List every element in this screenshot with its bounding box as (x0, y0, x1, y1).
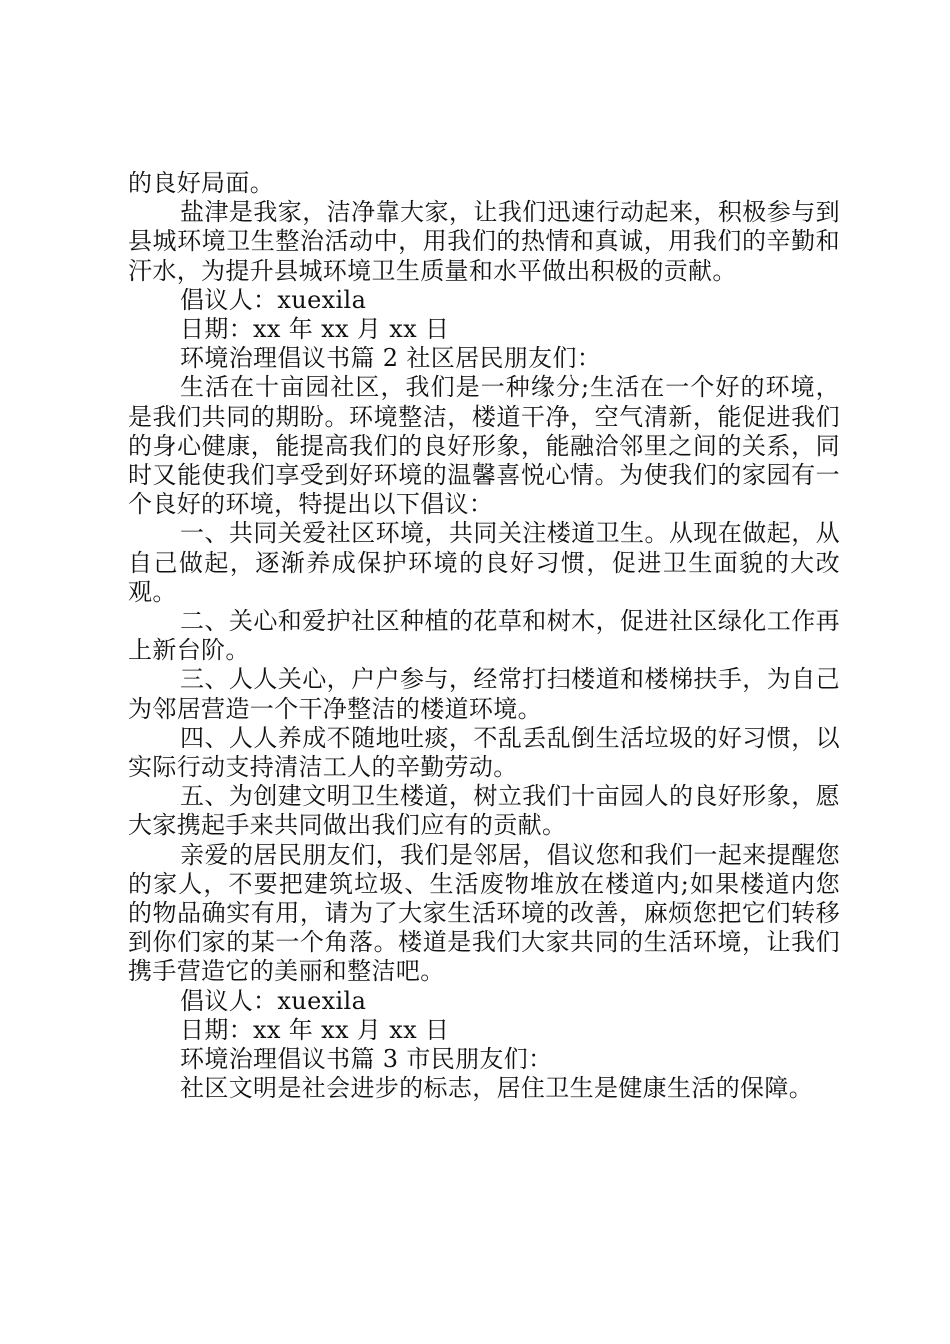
document-body (128, 169, 840, 1104)
initiator-line: 倡议人：xuexila (180, 285, 367, 314)
proposal-item-5: 五、为创建文明卫生楼道，树立我们十亩园人的良好形象，愿大家携起手来共同做出我们应有的贡献。 (128, 782, 840, 840)
proposal-item-2: 二、关心和爱护社区种植的花草和树木，促进社区绿化工作再上新台阶。 (128, 607, 840, 665)
paragraph-yanjin-call: 盐津是我家，洁净靠大家，让我们迅速行动起来，积极参与到县城环境卫生整治活动中，用我们的热情和真诚，用我们的辛勤和汗水，为提升县城环境卫生质量和水平做出积极的贡献。 (128, 198, 840, 285)
date-line: 日期：xx 年 xx 月 xx 日 (180, 315, 450, 344)
section-heading-3: 环境治理倡议书篇 3 市民朋友们： (180, 1045, 553, 1074)
paragraph-dear-residents: 亲爱的居民朋友们，我们是邻居，倡议您和我们一起来提醒您的家人，不要把建筑垃圾、生活废物堆放在楼道内;如果楼道内您的物品确实有用，请为了大家生活环境的改善，麻烦您把它们转移到你们家的某一个角落。楼道是我们大家共同的生活环境，让我们携手营造它的美丽和整洁吧。 (128, 840, 840, 986)
proposal-item-1: 一、共同关爱社区环境，共同关注楼道卫生。从现在做起，从自己做起，逐渐养成保护环境的良好习惯，促进卫生面貌的大改观。 (128, 519, 840, 606)
initiator-line: 倡议人：xuexila (180, 986, 367, 1015)
paragraph-civilization-opening: 社区文明是社会进步的标志，居住卫生是健康生活的保障。 (180, 1074, 814, 1103)
proposal-item-3: 三、人人关心，户户参与，经常打扫楼道和楼梯扶手，为自己为邻居营造一个干净整洁的楼道环境。 (128, 665, 840, 723)
date-line: 日期：xx 年 xx 月 xx 日 (180, 1015, 450, 1044)
paragraph-closing-fragment: 的良好局面。 (128, 169, 275, 197)
section-heading-2: 环境治理倡议书篇 2 社区居民朋友们： (180, 344, 602, 373)
proposal-item-4: 四、人人养成不随地吐痰，不乱丢乱倒生活垃圾的好习惯，以实际行动支持清洁工人的辛勤劳动。 (128, 723, 840, 782)
paragraph-community-intro: 生活在十亩园社区，我们是一种缘分;生活在一个好的环境，是我们共同的期盼。环境整洁，楼道干净，空气清新，能促进我们的身心健康，能提高我们的良好形象，能融洽邻里之间的关系，同时又能使我们享受到好环境的温馨喜悦心情。为使我们的家园有一个良好的环境，特提出以下倡议： (128, 373, 840, 519)
